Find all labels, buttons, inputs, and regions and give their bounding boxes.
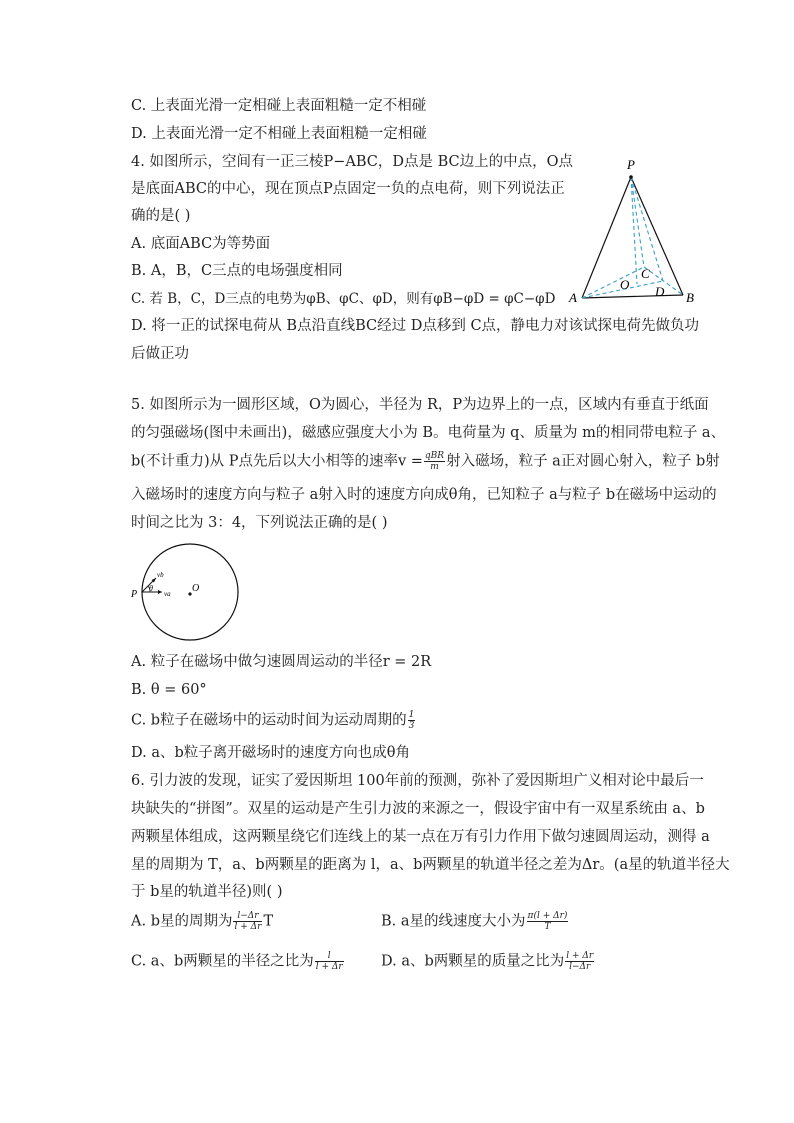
- q6-option-d-num: l + Δr: [566, 951, 594, 961]
- label-p: P: [131, 589, 138, 600]
- q6-option-d: [381, 951, 595, 972]
- q6-stem-line2: 块缺失的“拼图”。双星的运动是产生引力波的来源之一，假设宇宙中有一双星系统由 a、b: [131, 801, 705, 817]
- q6-stem-line3: 两颗星体组成，这两颗星绕它们连线上的某一点在万有引力作用下做匀速圆周运动，测得 a: [131, 829, 710, 845]
- q5-option-a: A. 粒子在磁场中做匀速圆周运动的半径r = 2R: [131, 654, 432, 670]
- label-a: A: [569, 290, 577, 305]
- q5-option-c-num: 1: [408, 710, 415, 720]
- edge-pb: [631, 177, 683, 295]
- q6-option-a-text: A. b星的周期为: [131, 913, 233, 930]
- q6-option-b-den: T: [544, 922, 551, 932]
- q6-option-d-den: l−Δr: [569, 962, 591, 972]
- label-o: O: [192, 583, 200, 594]
- q5-velocity-num: qBR: [424, 451, 445, 461]
- label-va: va: [164, 590, 171, 598]
- q5-line3-pre: b(不计重力)从 P点先后以大小相等的速率v =: [131, 453, 423, 470]
- q4-option-d-line1: D. 将一正的试探电荷从 B点沿直线BC经过 D点移到 C点，静电力对该试探电荷先做负功: [131, 318, 700, 334]
- q6-stem-line1: 6. 引力波的发现，证实了爱因斯坦 100年前的预测，弥补了爱因斯坦广义相对论中最后一: [131, 773, 704, 789]
- q6-option-d-fraction: [565, 951, 594, 972]
- vertex-p-dot: [629, 175, 633, 179]
- q6-option-a: [131, 911, 273, 932]
- label-vb: vb: [157, 571, 164, 579]
- q6-option-a-num: l−Δr: [233, 911, 262, 922]
- label-c: C: [641, 266, 650, 281]
- q5-velocity-den: m: [430, 462, 439, 472]
- q6-option-c: [131, 951, 345, 972]
- magnetic-field-figure: [128, 540, 243, 644]
- edge-ac: [582, 267, 644, 298]
- q5-stem-line3: [131, 451, 720, 472]
- label-theta: θ: [149, 584, 153, 593]
- q5-stem-line1: 5. 如图所示为一圆形区域，O为圆心，半径为 R，P为边界上的一点，区域内有垂直于纸面: [131, 397, 709, 413]
- edge-ab: [582, 295, 683, 298]
- q5-option-d: D. a、b粒子离开磁场时的速度方向也成θ角: [131, 745, 410, 761]
- q5-option-c-den: 3: [408, 721, 415, 731]
- q4-option-a: A. 底面ABC为等势面: [131, 236, 271, 252]
- q6-option-c-num: l: [315, 951, 344, 962]
- q4-option-b: B. A，B，C三点的电场强度相同: [131, 263, 343, 279]
- q5-velocity-fraction: [424, 451, 445, 472]
- q4-option-c: C. 若 B，C，D三点的电势为φB、φC、φD，则有φB−φD = φC−φD: [131, 291, 556, 307]
- label-p: P: [627, 157, 635, 172]
- velocity-a-arrowhead: [158, 590, 162, 594]
- q5-option-c-fraction: [408, 710, 416, 731]
- q6-option-b-num: π(l + Δr): [527, 911, 568, 921]
- q5-stem-line4: 入磁场时的速度方向与粒子 a射入时的速度方向成θ角，已知粒子 a与粒子 b在磁场中运动的: [131, 487, 717, 503]
- q6-option-b-fraction: [527, 911, 569, 932]
- q5-option-c-text: C. b粒子在磁场中的运动时间为运动周期的: [131, 712, 407, 729]
- q6-option-a-fraction: [233, 911, 262, 932]
- q6-option-c-den: l + Δr: [315, 962, 343, 972]
- q4-option-d-line2: 后做正功: [131, 346, 189, 362]
- pyramid-figure: [565, 150, 700, 310]
- option-c-prev: C. 上表面光滑一定相碰上表面粗糙一定不相碰: [131, 98, 427, 114]
- q6-option-a-post: T: [263, 913, 274, 930]
- q5-stem-line5: 时间之比为 3：4，下列说法正确的是( ): [131, 515, 388, 531]
- label-o: O: [620, 277, 630, 292]
- q4-stem-line3: 确的是( ): [131, 208, 191, 224]
- q6-option-c-text: C. a、b两颗星的半径之比为: [131, 953, 314, 970]
- q4-stem-line2: 是底面ABC的中心，现在顶点P点固定一负的点电荷，则下列说法正: [131, 181, 565, 197]
- q6-option-b: [381, 911, 569, 932]
- q5-line3-post: 射入磁场，粒子 a正对圆心射入，粒子 b射: [446, 453, 720, 470]
- q4-stem-line1: 4. 如图所示，空间有一正三棱P−ABC，D点是 BC边上的中点，O点: [131, 154, 573, 170]
- q6-stem-line4: 星的周期为 T，a、b两颗星的距离为 l，a、b两颗星的轨道半径之差为Δr。(a星的轨道半径大: [131, 857, 730, 873]
- q6-option-c-fraction: [315, 951, 344, 972]
- q6-option-b-text: B. a星的线速度大小为: [381, 913, 526, 930]
- q6-option-d-text: D. a、b两颗星的质量之比为: [381, 953, 565, 970]
- label-d: D: [655, 284, 665, 299]
- q5-option-b: B. θ = 60°: [131, 682, 207, 698]
- q6-option-a-den: l + Δr: [234, 922, 262, 932]
- q5-stem-line2: 的匀强磁场(图中未画出)，磁感应强度大小为 B。电荷量为 q、质量为 m的相同带电粒子 a、: [131, 425, 726, 441]
- label-b: B: [686, 290, 694, 305]
- option-d-prev: D. 上表面光滑一定不相碰上表面粗糙一定相碰: [131, 126, 427, 142]
- q5-option-c: [131, 710, 416, 731]
- q6-stem-line5: 于 b星的轨道半径)则( ): [131, 884, 283, 900]
